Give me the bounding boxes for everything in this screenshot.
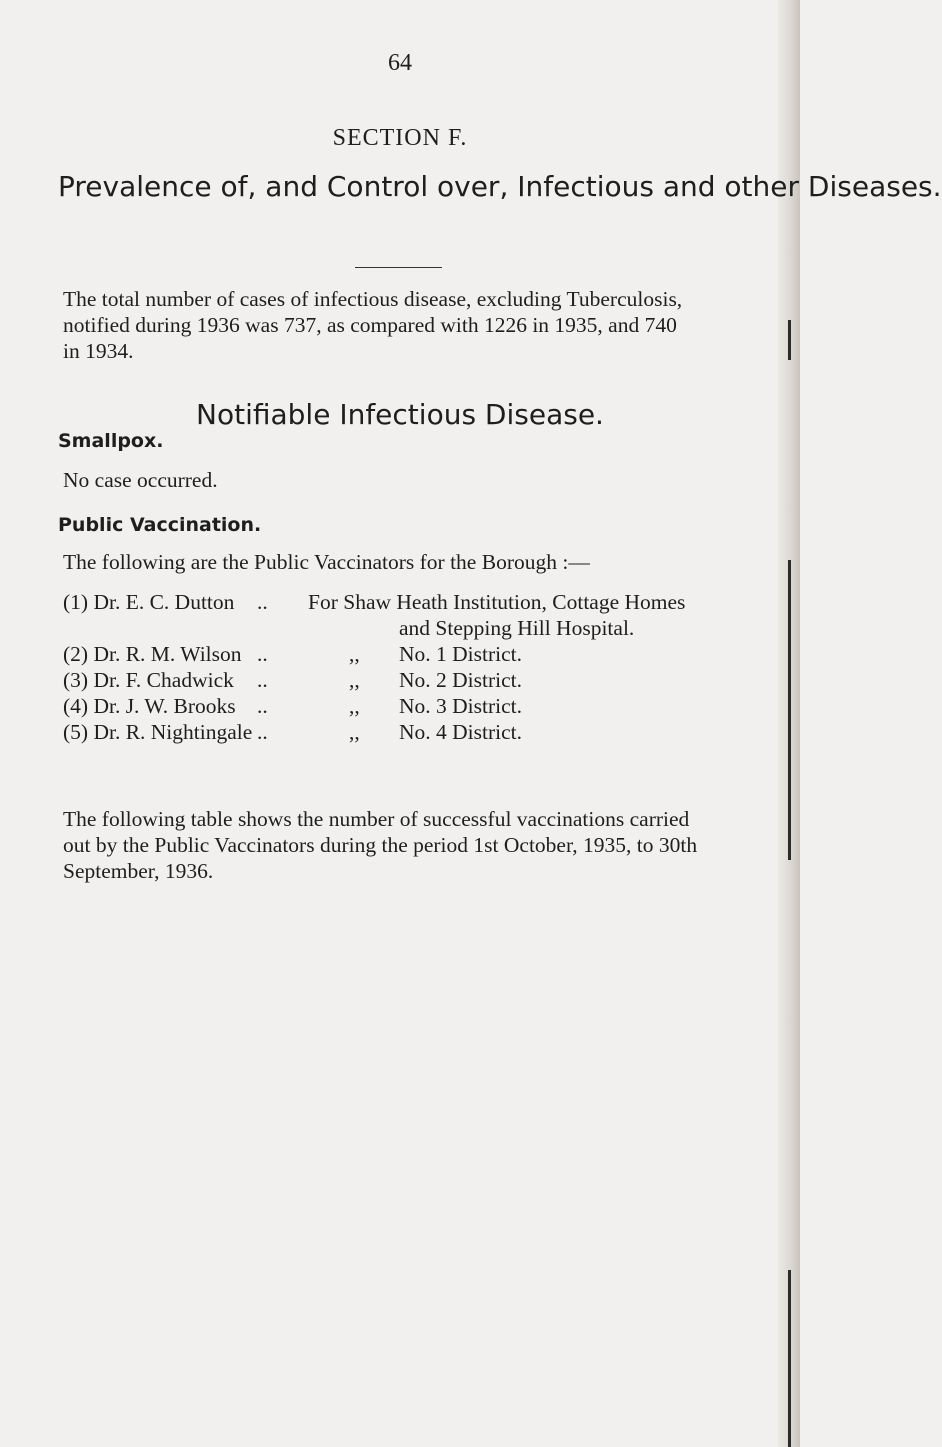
district-name: No. 1 District. [399, 642, 523, 666]
district-name: No. 3 District. [399, 694, 523, 718]
smallpox-heading: Smallpox. [58, 430, 164, 452]
edge-mark [788, 1270, 791, 1447]
vaccinator-row [63, 642, 783, 668]
ditto-mark: ,, [349, 694, 360, 718]
section-title: SECTION F. [332, 125, 468, 151]
vaccinator-name: (5) Dr. R. Nightingale [63, 720, 253, 744]
paragraph-line: September, 1936. [63, 859, 214, 883]
district-name: No. 4 District. [399, 720, 523, 744]
paragraph-line: The total number of cases of infectious disease, excluding Tuberculosis, [63, 287, 683, 311]
district-name: No. 2 District. [399, 668, 523, 692]
smallpox-text: No case occurred. [63, 468, 218, 492]
closing-paragraph [63, 806, 697, 884]
leader-dots: .. [257, 642, 268, 666]
vaccinator-name: (4) Dr. J. W. Brooks [63, 694, 236, 718]
vaccinator-row [63, 720, 783, 746]
leader-dots: .. [257, 720, 268, 744]
district-prefix: For [308, 590, 338, 614]
paragraph-line: notified during 1936 was 737, as compared with 1226 in 1935, and 740 [63, 313, 677, 337]
ditto-mark: ,, [349, 668, 360, 692]
leader-dots: .. [257, 694, 268, 718]
vaccinator-row [63, 668, 783, 694]
district-continuation: and Stepping Hill Hospital. [399, 616, 635, 640]
paragraph-line: out by the Public Vaccinators during the period 1st October, 1935, to 30th [63, 833, 698, 857]
vaccinator-name: (3) Dr. F. Chadwick [63, 668, 234, 692]
divider-rule [355, 267, 442, 268]
vaccinator-name: (1) Dr. E. C. Dutton [63, 590, 235, 614]
vaccination-intro: The following are the Public Vaccinators for the Borough :— [63, 550, 590, 574]
paragraph-line: The following table shows the number of successful vaccinations carried [63, 807, 690, 831]
district-name: Shaw Heath Institution, Cottage Homes [343, 590, 686, 614]
intro-paragraph [63, 286, 682, 364]
vaccinator-row [63, 694, 783, 720]
vaccinator-row [63, 590, 783, 616]
vaccination-heading: Public Vaccination. [58, 514, 262, 536]
page-number: 64 [388, 50, 412, 76]
district-text [308, 590, 685, 615]
leader-dots: .. [257, 590, 268, 614]
main-title: Prevalence of, and Control over, Infectious and other Diseases. [58, 170, 942, 203]
ditto-mark: ,, [349, 642, 360, 666]
edge-mark [788, 320, 791, 360]
vaccinator-name: (2) Dr. R. M. Wilson [63, 642, 242, 666]
notifiable-title: Notifiable Infectious Disease. [196, 398, 604, 431]
paragraph-line: in 1934. [63, 339, 134, 363]
edge-mark [788, 560, 791, 860]
leader-dots: .. [257, 668, 268, 692]
ditto-mark: ,, [349, 720, 360, 744]
